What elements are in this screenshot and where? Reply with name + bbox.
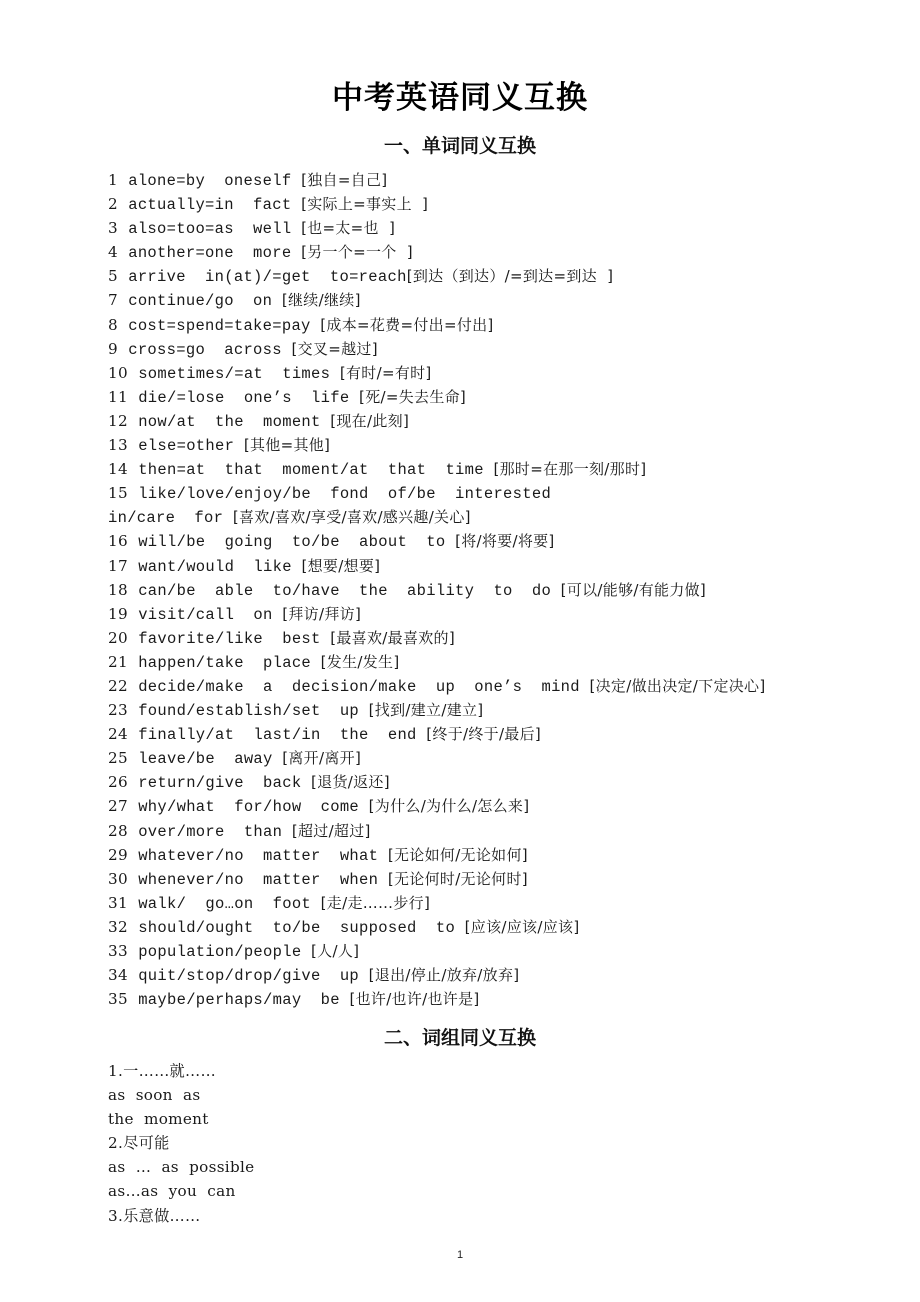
item-english: decide/make a decision/make up one’s mind [138,677,590,696]
item-english: cross=go across [128,340,292,359]
item-gap [118,219,128,237]
item-english: maybe/perhaps/may be [138,991,350,1010]
item-number: 13 [108,436,128,455]
item-english: else=other [138,437,244,456]
item-number: 18 [108,580,128,599]
item-chinese: [拜访/拜访] [282,604,362,623]
item-gap [128,364,138,382]
list-item [108,216,868,240]
item-gap [128,725,138,743]
word-synonym-list [108,168,868,1011]
item-english: should/ought to/be supposed to [138,918,465,937]
item-gap [128,460,138,478]
item-number: 17 [108,556,128,575]
item-number: 28 [108,821,128,840]
item-chinese: [找到/建立/建立] [368,701,484,720]
item-chinese: [人/人] [311,942,360,960]
item-number: 26 [108,773,128,792]
item-english: continue/go on [128,292,282,311]
item-chinese: [走/走……步行] [320,893,431,912]
phrase-line: as…as you can [108,1182,236,1201]
item-chinese: [有时/=有时] [339,363,432,382]
item-english: favorite/like best [138,629,331,648]
item-chinese: [最喜欢/最喜欢的] [330,628,455,647]
item-gap [118,195,128,213]
item-english: die/=lose one’s life [138,388,360,407]
item-gap [128,412,138,430]
item-gap [128,894,138,912]
item-gap [128,918,138,936]
list-item [108,650,868,674]
list-item [108,578,868,602]
list-item [108,867,868,891]
item-gap [128,990,138,1008]
item-english: whatever/no matter what [138,846,388,865]
item-english: visit/call on [138,605,283,624]
item-number: 14 [108,460,128,479]
item-number: 30 [108,869,128,888]
list-item [108,505,868,529]
item-number: 35 [108,990,128,1009]
list-item [108,409,868,433]
item-chinese: [独自=自己] [301,171,388,189]
item-gap [118,316,128,334]
list-item [108,698,868,722]
item-chinese: [决定/做出决定/下定决心] [589,676,766,695]
item-chinese: [退出/停止/放弃/放弃] [368,966,520,985]
item-number: 19 [108,604,128,623]
item-english: over/more than [138,822,292,841]
item-english: alone=by oneself [128,172,302,190]
list-item [108,746,868,770]
item-number: 8 [108,315,118,334]
list-item [108,385,868,409]
item-gap [118,171,128,189]
item-gap [118,243,128,261]
item-number: 12 [108,411,128,430]
list-item [108,337,868,361]
item-number: 24 [108,725,128,744]
item-gap [118,340,128,358]
list-item [108,794,868,818]
item-english: sometimes/=at times [138,364,340,383]
list-item [108,361,868,385]
list-item [108,674,868,698]
item-chinese: [另一个=一个 ] [301,243,413,262]
item-chinese: [死/=失去生命] [359,387,467,406]
list-item [108,987,868,1011]
item-number: 32 [108,917,128,936]
item-gap [118,267,128,285]
section-heading-word-synonyms: 一、单词同义互换 [383,135,536,157]
item-english: happen/take place [138,653,321,672]
item-english: want/would like [138,557,302,576]
item-english: will/be going to/be about to [138,533,456,552]
item-gap [128,581,138,599]
item-chinese: [交叉=越过] [291,339,378,358]
section-heading-phrase-synonyms: 二、词组同义互换 [383,1027,536,1049]
item-gap [128,653,138,671]
list-item [108,963,868,987]
item-number: 31 [108,893,128,912]
item-number: 11 [108,387,128,406]
item-english: finally/at last/in the end [138,726,427,745]
item-chinese: [实际上=事实上 ] [301,195,429,214]
list-item [108,915,868,939]
item-number: 5 [108,267,118,286]
document-title: 中考英语同义互换 [332,80,588,116]
list-item [108,313,868,337]
item-gap [128,605,138,623]
list-item [108,626,868,650]
phrase-line: as soon as [108,1086,201,1105]
item-chinese: [可以/能够/有能力做] [560,580,707,599]
item-chinese: [离开/离开] [282,749,362,768]
item-gap [128,484,138,502]
item-gap [128,822,138,840]
item-chinese: [将/将要/将要] [455,532,555,551]
item-gap [128,846,138,864]
item-number: 23 [108,701,128,720]
item-chinese: [喜欢/喜欢/享受/喜欢/感兴趣/关心] [232,508,471,527]
item-chinese: [退货/返还] [311,773,390,792]
item-gap [128,557,138,575]
list-item [108,602,868,626]
item-english: whenever/no matter when [138,870,388,889]
item-number: 33 [108,942,128,960]
list-item [108,264,868,288]
item-gap [128,436,138,454]
item-number: 2 [108,195,118,214]
phrase-line: as … as possible [108,1158,255,1177]
item-chinese: [现在/此刻] [330,411,410,430]
item-number: 34 [108,966,128,985]
list-item [108,240,868,264]
item-chinese: [无论如何/无论如何] [387,845,528,864]
item-english: in/care for [108,509,233,528]
item-gap [128,942,138,960]
item-gap [128,532,138,550]
item-number: 1 [108,171,118,189]
item-gap [128,797,138,815]
phrase-line: 1.一……就…… [108,1062,217,1080]
item-number: 4 [108,243,118,262]
list-item [108,843,868,867]
item-english: actually=in fact [128,196,302,215]
item-number: 3 [108,219,118,238]
item-chinese: [终于/终于/最后] [426,725,542,744]
item-chinese: [到达（到达）/=到达=到达 ] [406,267,614,286]
list-item [108,481,868,505]
item-english: cost=spend=take=pay [128,316,321,335]
item-chinese: [成本=花费=付出=付出] [320,315,494,334]
item-number: 20 [108,628,128,647]
item-number: 27 [108,797,128,816]
phrase-line: 2.尽可能 [108,1134,170,1153]
item-number: 9 [108,339,118,358]
item-gap [128,629,138,647]
list-item [108,192,868,216]
item-gap [128,701,138,719]
item-english: walk/ go…on foot [138,894,321,913]
item-number: 22 [108,676,128,695]
item-gap [128,773,138,791]
list-item [108,554,868,578]
item-chinese: [也许/也许/也许是] [349,990,480,1009]
phrase-line: the moment [108,1110,209,1129]
item-chinese: [那时=在那一刻/那时] [493,460,647,479]
item-gap [128,677,138,695]
item-english: population/people [138,943,312,961]
item-gap [128,966,138,984]
item-english: quit/stop/drop/give up [138,967,369,986]
item-english: like/love/enjoy/be fond of/be interested [138,485,552,504]
list-item [108,819,868,843]
phrase-line: 3.乐意做…… [108,1206,201,1225]
item-gap [128,749,138,767]
item-english: another=one more [128,244,302,263]
item-chinese: [发生/发生] [320,652,400,671]
item-english: found/establish/set up [138,702,369,721]
item-chinese: [其他=其他] [243,436,331,455]
item-gap [128,388,138,406]
phrase-synonym-list [108,1059,868,1228]
item-number: 21 [108,652,128,671]
item-chinese: [继续/继续] [281,291,361,310]
item-number: 7 [108,291,118,310]
item-number: 16 [108,532,128,551]
list-item [108,722,868,746]
list-item [108,433,868,457]
item-number: 25 [108,749,128,768]
list-item [108,529,868,553]
list-item [108,770,868,794]
item-chinese: [无论何时/无论何时] [387,869,528,888]
item-chinese: [应该/应该/应该] [464,917,580,936]
list-item [108,168,868,192]
item-english: now/at the moment [138,412,331,431]
item-english: return/give back [138,774,312,793]
item-chinese: [为什么/为什么/怎么来] [368,797,530,816]
list-item [108,891,868,915]
item-english: can/be able to/have the ability to do [138,581,561,600]
item-number: 15 [108,484,128,503]
item-gap [128,870,138,888]
item-english: why/what for/how come [138,798,369,817]
item-english: leave/be away [138,750,283,769]
item-chinese: [也=太=也 ] [301,219,396,238]
item-chinese: [超过/超过] [291,821,371,840]
item-english: then=at that moment/at that time [138,461,494,480]
item-english: arrive in(at)/=get to=reach [128,268,407,287]
item-english: also=too=as well [128,220,302,239]
list-item [108,939,868,963]
item-number: 10 [108,363,128,382]
item-number: 29 [108,845,128,864]
list-item [108,288,868,312]
page-number: 1 [456,1249,464,1261]
item-chinese: [想要/想要] [301,556,381,575]
item-gap [118,291,128,309]
list-item [108,457,868,481]
